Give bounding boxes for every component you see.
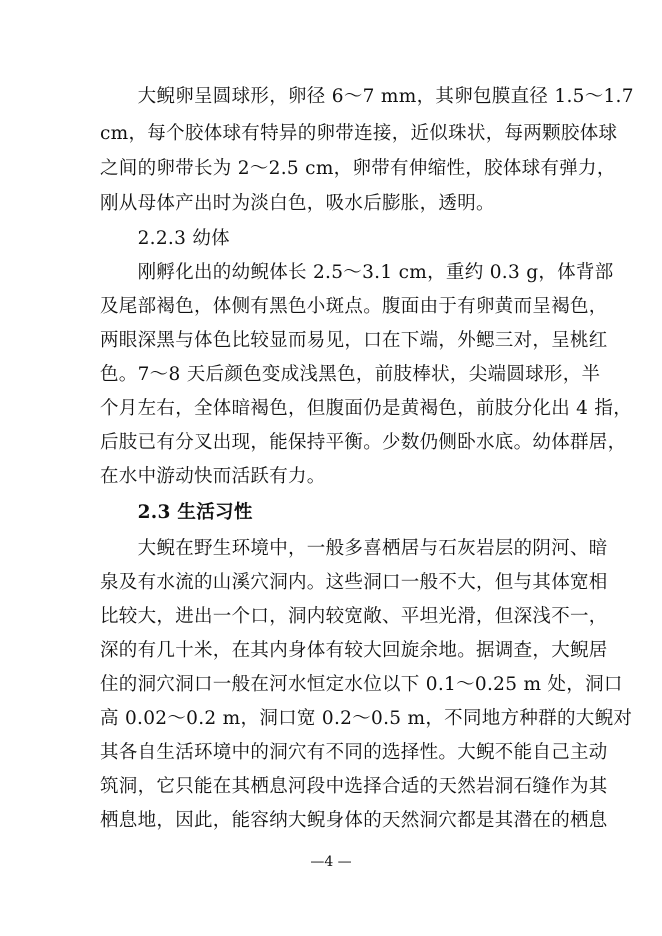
paragraph-line: 筑洞，它只能在其栖息河段中选择合适的天然岩洞石缝作为其 bbox=[100, 776, 608, 797]
paragraph-line: 个月左右，全体暗褐色，但腹面仍是黄褐色，前肢分化出 4 指， bbox=[100, 398, 633, 419]
paragraph-line: 之间的卵带长为 2～2.5 cm，卵带有伸缩性，胶体球有弹力， bbox=[100, 158, 616, 179]
section-heading: 2.2.3 幼体 bbox=[100, 228, 230, 249]
paragraph-line: 在水中游动快而活跃有力。 bbox=[100, 466, 326, 487]
paragraph-line: 栖息地，因此，能容纳大鲵身体的天然洞穴都是其潜在的栖息 bbox=[100, 810, 608, 831]
paragraph-line: 色。7～8 天后颜色变成浅黑色，前肢棒状，尖端圆球形，半 bbox=[100, 364, 601, 385]
paragraph-line: 大鲵卵呈圆球形，卵径 6～7 mm，其卵包膜直径 1.5～1.7 bbox=[100, 86, 634, 107]
paragraph-line: 住的洞穴洞口一般在河水恒定水位以下 0.1～0.25 m 处，洞口 bbox=[100, 674, 623, 695]
paragraph-line: 泉及有水流的山溪穴洞内。这些洞口一般不大，但与其体宽相 bbox=[100, 572, 608, 593]
paragraph-line: 及尾部褐色，体侧有黑色小斑点。腹面由于有卵黄而呈褐色， bbox=[100, 296, 608, 317]
paragraph-line: 大鲵在野生环境中，一般多喜栖居与石灰岩层的阴河、暗 bbox=[100, 538, 608, 559]
paragraph-line: 后肢已有分叉出现，能保持平衡。少数仍侧卧水底。幼体群居， bbox=[100, 432, 627, 453]
page-number: —4 — bbox=[310, 854, 352, 870]
paragraph-line: 比较大，进出一个口，洞内较宽敞、平坦光滑，但深浅不一， bbox=[100, 606, 608, 627]
section-heading-bold: 2.3 生活习性 bbox=[100, 502, 253, 523]
paragraph-line: 刚从母体产出时为淡白色，吸水后膨胀，透明。 bbox=[100, 193, 495, 214]
paragraph-line: 高 0.02～0.2 m，洞口宽 0.2～0.5 m，不同地方种群的大鲵对 bbox=[100, 708, 633, 729]
paragraph-line: cm，每个胶体球有特异的卵带连接，近似珠状，每两颗胶体球 bbox=[100, 123, 618, 144]
paragraph-line: 两眼深黑与体色比较显而易见，口在下端，外鳃三对，呈桃红 bbox=[100, 330, 608, 351]
paragraph-line: 刚孵化出的幼鲵体长 2.5～3.1 cm，重约 0.3 g，体背部 bbox=[100, 262, 614, 283]
paragraph-line: 深的有几十米，在其内身体有较大回旋余地。据调查，大鲵居 bbox=[100, 640, 608, 661]
paragraph-line: 其各自生活环境中的洞穴有不同的选择性。大鲵不能自己主动 bbox=[100, 742, 608, 763]
